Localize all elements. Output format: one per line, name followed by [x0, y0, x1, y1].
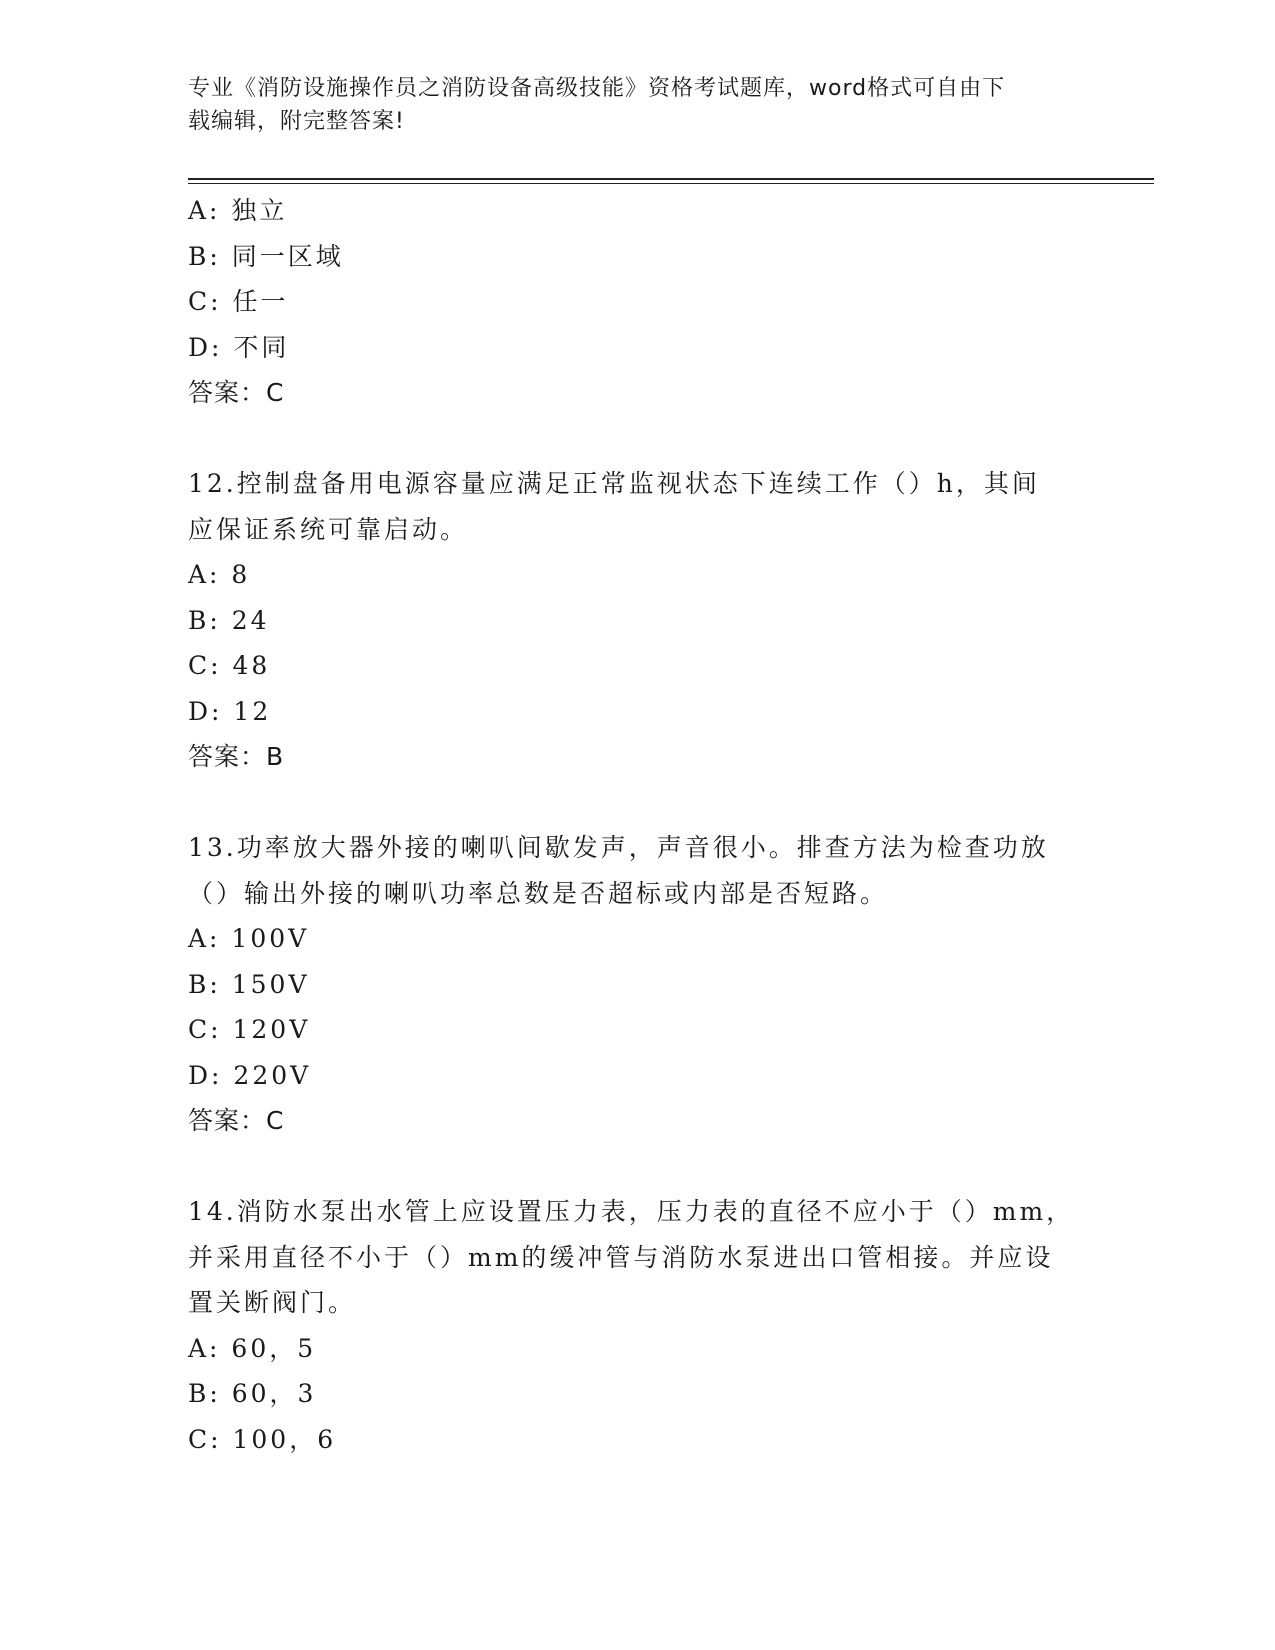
- header-divider-thin: [188, 183, 1154, 184]
- option-a: A: 100V: [188, 924, 310, 953]
- option-b: B: 60，3: [188, 1379, 317, 1408]
- answer: 答案：B: [188, 742, 285, 771]
- question-14: [188, 1189, 1088, 1462]
- document-header: [188, 72, 1088, 138]
- header-line-2: 载编辑，附完整答案!: [188, 109, 405, 134]
- option-c: C: 120V: [188, 1015, 311, 1044]
- question-11-tail: [188, 188, 1088, 416]
- option-d: D: 12: [188, 696, 272, 726]
- option-c: C: 100，6: [188, 1424, 337, 1454]
- answer: 答案：C: [188, 1106, 285, 1135]
- option-a: A: 8: [188, 560, 251, 589]
- question-stem: 12.控制盘备用电源容量应满足正常监视状态下连续工作（）h，其间: [188, 469, 1040, 498]
- question-stem: 置关断阀门。: [188, 1288, 357, 1317]
- question-13: [188, 825, 1088, 1144]
- question-list: [188, 188, 1088, 1462]
- option-d: D: 不同: [188, 332, 290, 362]
- header-divider-thick: [188, 178, 1154, 180]
- question-stem: 并采用直径不小于（）mm的缓冲管与消防水泵进出口管相接。并应设: [188, 1242, 1054, 1272]
- question-stem: 13.功率放大器外接的喇叭间歇发声，声音很小。排查方法为检查功放: [188, 833, 1049, 862]
- question-stem: 应保证系统可靠启动。: [188, 514, 469, 544]
- option-b: B: 同一区域: [188, 241, 344, 271]
- option-b: B: 150V: [188, 969, 310, 999]
- question-stem: 14.消防水泵出水管上应设置压力表，压力表的直径不应小于（）mm，: [188, 1197, 1075, 1226]
- option-b: B: 24: [188, 605, 270, 635]
- header-line-1: 专业《消防设施操作员之消防设备高级技能》资格考试题库，word格式可自由下: [188, 76, 1006, 101]
- option-a: A: 60，5: [188, 1333, 317, 1363]
- option-c: C: 任一: [188, 287, 289, 316]
- option-c: C: 48: [188, 651, 271, 680]
- question-stem: （）输出外接的喇叭功率总数是否超标或内部是否短路。: [188, 878, 889, 908]
- question-12: [188, 461, 1088, 780]
- option-d: D: 220V: [188, 1060, 312, 1090]
- option-a: A: 独立: [188, 196, 288, 225]
- answer: 答案：C: [188, 378, 285, 407]
